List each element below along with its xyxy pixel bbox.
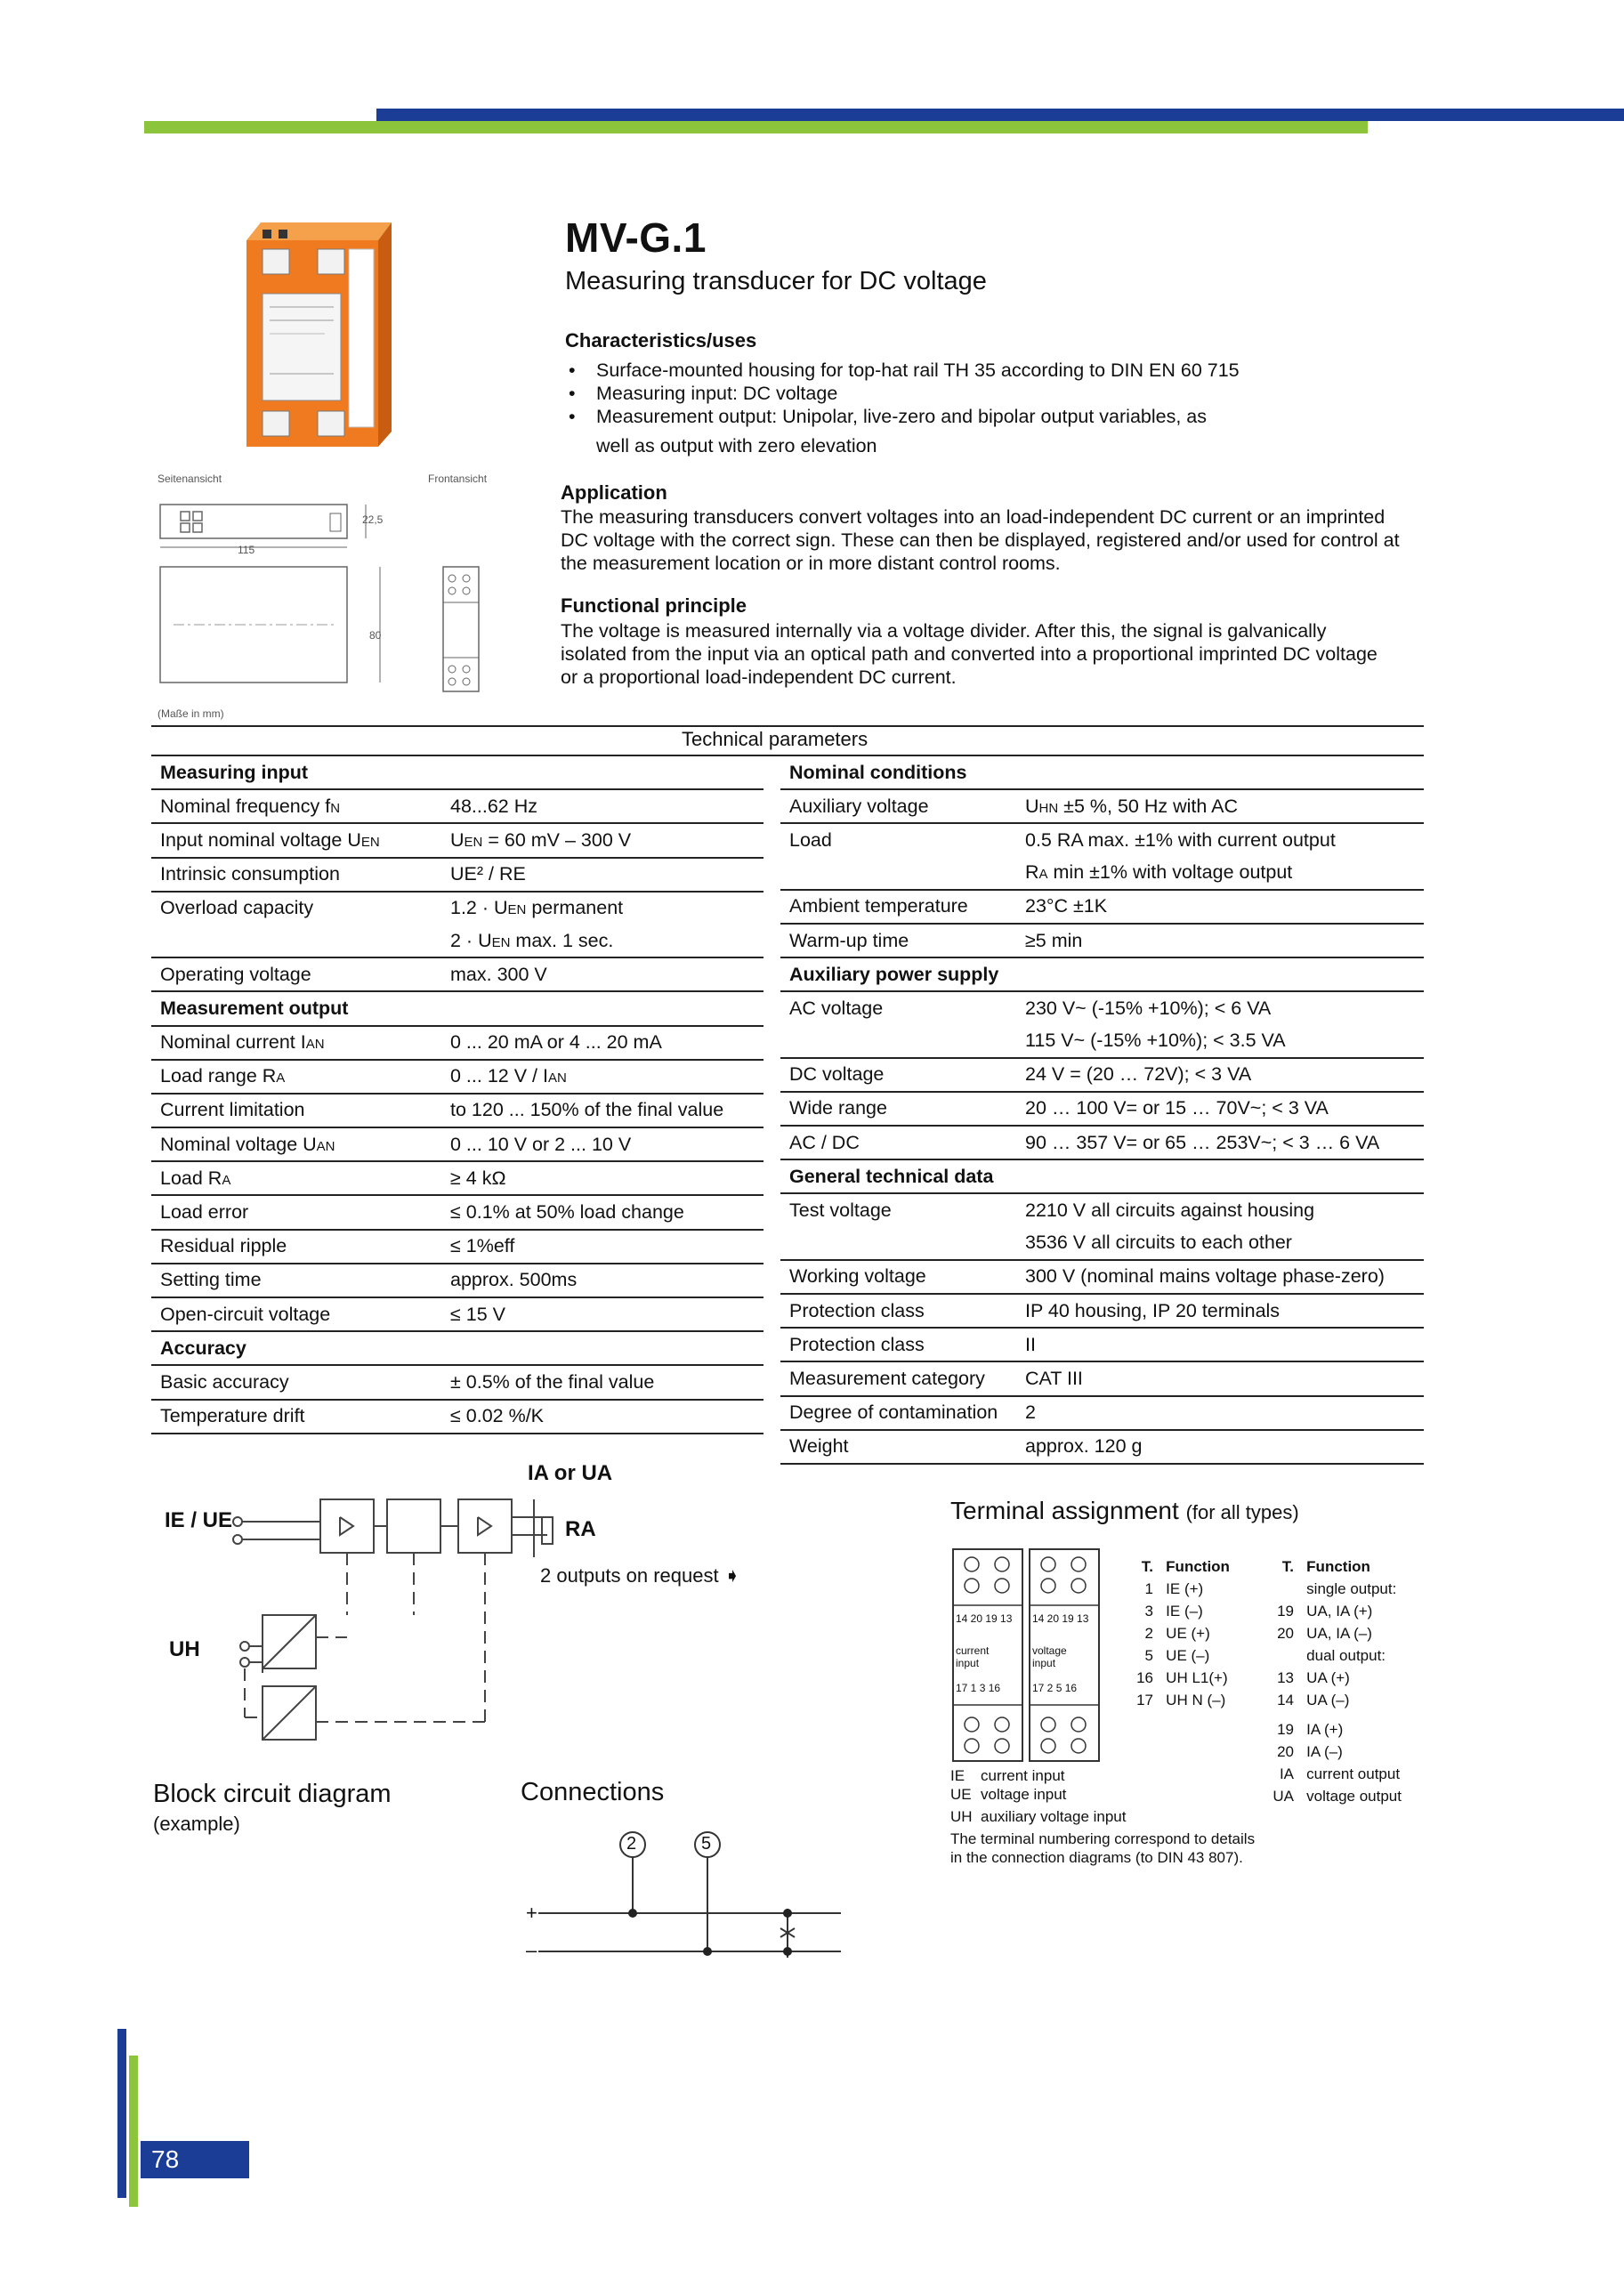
param-value: UEN = 60 mV – 300 V <box>441 823 764 857</box>
tech-table-right <box>780 756 1424 1465</box>
param-key: Intrinsic consumption <box>151 858 441 892</box>
table-row <box>151 789 764 823</box>
page-number: 78 <box>141 2141 249 2178</box>
table-row: 16 UH L1(+) <box>1136 1669 1228 1686</box>
table-row: 2 UE (+) <box>1144 1625 1210 1642</box>
param-value: 1.2 · UEN permanent <box>450 897 624 919</box>
table-row: 5 UE (–) <box>1144 1647 1210 1664</box>
table-row <box>780 1294 1424 1328</box>
table-row <box>780 1159 1424 1193</box>
table-row <box>780 924 1424 957</box>
param-key: Input nominal voltage UEN <box>151 823 441 857</box>
section-heading: Measurement output <box>151 991 764 1025</box>
product-title: MV-G.1 <box>565 214 707 261</box>
table-row <box>780 756 1424 789</box>
table-row <box>151 1365 764 1399</box>
param-value: 2 · UEN max. 1 sec. <box>441 925 764 957</box>
param-value: 90 … 357 V= or 65 … 253V~; < 3 … 6 VA <box>1016 1126 1424 1159</box>
param-value: UHN ±5 %, 50 Hz with AC <box>1016 789 1424 823</box>
dimension-drawing <box>156 469 494 727</box>
table-row: 14 UA (–) <box>1277 1692 1350 1708</box>
table-row <box>780 1058 1424 1092</box>
param-key: AC / DC <box>780 1126 1016 1159</box>
terminal-legend <box>950 1765 1324 1869</box>
dim-width: 115 <box>238 544 255 556</box>
table-row <box>151 925 764 957</box>
terminal-inner-label: current <box>956 1644 990 1657</box>
product-subtitle: Measuring transducer for DC voltage <box>565 267 987 295</box>
footer-bar-green <box>129 2056 138 2207</box>
param-value: ≤ 0.02 %/K <box>441 1400 764 1434</box>
dim-height: 80 <box>369 629 382 642</box>
functional-heading: Functional principle <box>561 594 747 617</box>
dim-depth: 22,5 <box>362 513 384 526</box>
param-key: Basic accuracy <box>151 1365 441 1399</box>
param-value: to 120 ... 150% of the final value <box>441 1094 764 1127</box>
outputs-note: 2 outputs on request ➧ <box>540 1564 741 1587</box>
text-line: the measurement location or in more distant control rooms. <box>561 553 1061 574</box>
application-text <box>561 505 1477 575</box>
table-row <box>780 857 1424 890</box>
param-key: Load RA <box>151 1161 441 1195</box>
table-row <box>780 1025 1424 1058</box>
param-key: Current limitation <box>151 1094 441 1127</box>
terminal-inner-label: input <box>1032 1657 1056 1669</box>
param-key: Protection class <box>780 1328 1016 1361</box>
minus-label: – <box>526 1939 537 1961</box>
param-value: 2210 V all circuits against housing <box>1025 1200 1315 1222</box>
table-row <box>780 1227 1424 1260</box>
block-circuit-diagram <box>156 1461 761 1753</box>
section-heading: Auxiliary power supply <box>780 957 1424 991</box>
param-key: Degree of contamination <box>780 1396 1016 1430</box>
param-value: 24 V = (20 … 72V); < 3 VA <box>1016 1058 1424 1092</box>
param-key: Nominal voltage UAN <box>151 1127 441 1161</box>
param-value: 300 V (nominal mains voltage phase-zero) <box>1016 1260 1424 1294</box>
units-note: (Maße in mm) <box>158 707 224 720</box>
terminal-note: in the connection diagrams (to DIN 43 807). <box>950 1849 1243 1866</box>
table-row <box>151 756 764 789</box>
terminal-numbers-bottom: 17 1 3 16 <box>956 1682 1001 1694</box>
legend-row: UH auxiliary voltage input <box>950 1808 1127 1825</box>
table-row <box>780 1193 1424 1226</box>
terminal-block-1 <box>952 1548 1023 1762</box>
terminal-numbers-top: 14 20 19 13 <box>1032 1612 1089 1625</box>
table-row <box>151 1060 764 1094</box>
param-value: ≤ 1%eff <box>441 1230 764 1264</box>
arrow-right-icon: ➧ <box>723 1564 741 1587</box>
node-2-label: 2 <box>626 1834 637 1854</box>
param-key: Protection class <box>780 1294 1016 1328</box>
param-value: ≤ 0.1% at 50% load change <box>441 1195 764 1229</box>
param-key: Load <box>789 828 832 851</box>
connections-title: Connections <box>521 1778 665 1806</box>
param-key: Overload capacity <box>160 897 314 919</box>
table-row <box>780 1260 1424 1294</box>
table-row: single output: <box>1306 1580 1397 1597</box>
block-diagram-caption: Block circuit diagram <box>153 1780 392 1808</box>
terminal-block-2 <box>1029 1548 1100 1762</box>
param-value: 0 ... 20 mA or 4 ... 20 mA <box>441 1026 764 1060</box>
param-value: 3536 V all circuits to each other <box>1016 1227 1424 1260</box>
table-row: UA voltage output <box>1273 1788 1402 1805</box>
text-line: The measuring transducers convert voltages into an load-independent DC current or an imprinted <box>561 506 1386 528</box>
terminal-numbers-top: 14 20 19 13 <box>956 1612 1013 1625</box>
param-key: Nominal current IAN <box>151 1026 441 1060</box>
param-key: Nominal frequency fN <box>151 789 441 823</box>
param-value: 0 ... 12 V / IAN <box>441 1060 764 1094</box>
terminal-title: Terminal assignment (for all types) <box>950 1497 1299 1524</box>
table-row: dual output: <box>1306 1647 1386 1664</box>
param-key: Operating voltage <box>151 957 441 991</box>
section-heading: Accuracy <box>151 1331 764 1365</box>
list-item-continuation: well as output with zero elevation <box>596 435 877 456</box>
param-value: approx. 120 g <box>1016 1430 1424 1464</box>
table-row: 19 IA (+) <box>1277 1721 1344 1738</box>
block-output-label: IA or UA <box>528 1461 613 1485</box>
product-photo <box>236 214 400 454</box>
param-value: ± 0.5% of the final value <box>441 1365 764 1399</box>
section-heading: Nominal conditions <box>780 756 1424 789</box>
table-row <box>151 1026 764 1060</box>
table-row <box>780 957 1424 991</box>
param-value: II <box>1016 1328 1424 1361</box>
header-bar-blue <box>376 109 1624 121</box>
block-uh-label: UH <box>169 1637 200 1661</box>
table-header: T. Function <box>1281 1558 1370 1575</box>
table-row: 3 IE (–) <box>1144 1603 1203 1620</box>
table-row <box>151 1400 764 1434</box>
table-row <box>151 1297 764 1331</box>
param-value: RA min ±1% with voltage output <box>1016 857 1424 890</box>
list-item: • Surface-mounted housing for top-hat rail TH 35 according to DIN EN 60 715 <box>565 359 1366 382</box>
param-key: AC voltage <box>789 997 884 1019</box>
section-heading: Measuring input <box>151 756 764 789</box>
terminal-inner-label: voltage <box>1032 1644 1067 1657</box>
table-row <box>151 1195 764 1229</box>
param-key: DC voltage <box>780 1058 1016 1092</box>
table-row <box>151 858 764 892</box>
text-line: DC voltage with the correct sign. These can then be displayed, registered and/or used for control at <box>561 529 1400 551</box>
table-row: 1 IE (+) <box>1144 1580 1204 1597</box>
table-row <box>780 789 1424 823</box>
text-line: The voltage is measured internally via a voltage divider. After this, the signal is galvanically <box>561 620 1327 642</box>
list-item: • Measuring input: DC voltage <box>565 382 1366 405</box>
node-5-label: 5 <box>701 1834 712 1854</box>
tech-top-rule <box>151 725 1424 727</box>
table-row <box>151 1161 764 1195</box>
block-ra-label: RA <box>565 1517 596 1541</box>
param-value: 23°C ±1K <box>1016 890 1424 924</box>
section-heading: General technical data <box>780 1159 1424 1193</box>
table-row <box>151 1264 764 1297</box>
table-row <box>780 1361 1424 1395</box>
list-item: • Measurement output: Unipolar, live-zero and bipolar output variables, as <box>565 405 1366 428</box>
table-row: 20 UA, IA (–) <box>1277 1625 1372 1642</box>
table-row: 20 IA (–) <box>1277 1743 1343 1760</box>
characteristics-heading: Characteristics/uses <box>565 329 757 351</box>
param-key: Residual ripple <box>151 1230 441 1264</box>
side-view-label: Seitenansicht <box>158 473 222 485</box>
table-row <box>780 991 1424 1024</box>
text-line: isolated from the input via an optical path and converted into a proportional imprinted DC voltage <box>561 643 1378 665</box>
legend-row: IE current input <box>950 1767 1065 1784</box>
table-row: 13 UA (+) <box>1277 1669 1350 1686</box>
table-row <box>151 957 764 991</box>
terminal-table-left <box>1123 1555 1265 1711</box>
param-value: CAT III <box>1016 1361 1424 1395</box>
param-value: approx. 500ms <box>441 1264 764 1297</box>
table-row <box>780 1126 1424 1159</box>
param-key: Measurement category <box>780 1361 1016 1395</box>
param-value: 2 <box>1016 1396 1424 1430</box>
param-key: Warm-up time <box>780 924 1016 957</box>
table-row <box>780 1092 1424 1126</box>
table-row <box>780 890 1424 924</box>
param-value: 230 V~ (-15% +10%); < 6 VA <box>1025 997 1272 1019</box>
table-row <box>151 892 764 925</box>
param-value: 0.5 RA max. ±1% with current output <box>1025 828 1336 851</box>
table-row <box>151 1230 764 1264</box>
param-value: 48...62 Hz <box>441 789 764 823</box>
param-key: Test voltage <box>789 1200 892 1222</box>
front-view-label: Frontansicht <box>428 473 488 485</box>
param-key: Setting time <box>151 1264 441 1297</box>
application-heading: Application <box>561 481 667 504</box>
param-key: Ambient temperature <box>780 890 1016 924</box>
param-value: ≤ 15 V <box>441 1297 764 1331</box>
block-input-label: IE / UE <box>165 1508 233 1532</box>
terminal-note: The terminal numbering correspond to details <box>950 1830 1256 1847</box>
table-row <box>780 823 1424 856</box>
connections-diagram <box>521 1820 850 1962</box>
table-row <box>780 1430 1424 1464</box>
param-value: 20 … 100 V= or 15 … 70V~; < 3 VA <box>1016 1092 1424 1126</box>
tech-title: Technical parameters <box>682 728 869 750</box>
param-value: IP 40 housing, IP 20 terminals <box>1016 1294 1424 1328</box>
terminal-inner-label: input <box>956 1657 980 1669</box>
param-value: max. 300 V <box>441 957 764 991</box>
param-key: Wide range <box>780 1092 1016 1126</box>
param-value: 115 V~ (-15% +10%); < 3.5 VA <box>1016 1025 1424 1058</box>
table-row <box>780 1328 1424 1361</box>
param-key: Working voltage <box>780 1260 1016 1294</box>
table-row <box>151 991 764 1025</box>
table-row: 17 UH N (–) <box>1136 1692 1226 1708</box>
functional-text <box>561 619 1477 689</box>
table-row: IA current output <box>1279 1765 1401 1782</box>
param-key: Weight <box>780 1430 1016 1464</box>
block-diagram-caption-sub: (example) <box>153 1813 240 1835</box>
header-bar-green <box>144 121 1368 133</box>
tech-table-left <box>151 756 764 1434</box>
table-header: T. Function <box>1141 1558 1230 1575</box>
footer-bar-blue <box>117 2029 126 2198</box>
characteristics-list <box>565 359 1366 428</box>
plus-label: + <box>526 1902 537 1924</box>
table-row: 19 UA, IA (+) <box>1277 1603 1373 1620</box>
table-row <box>151 1127 764 1161</box>
table-row <box>151 823 764 857</box>
param-key: Load error <box>151 1195 441 1229</box>
param-key: Open-circuit voltage <box>151 1297 441 1331</box>
table-row <box>1264 1711 1442 1718</box>
param-key: Temperature drift <box>151 1400 441 1434</box>
table-row <box>151 1094 764 1127</box>
param-value: 0 ... 10 V or 2 ... 10 V <box>441 1127 764 1161</box>
param-key: Load range RA <box>151 1060 441 1094</box>
legend-row: UE voltage input <box>950 1786 1067 1803</box>
table-row <box>780 1396 1424 1430</box>
param-value: ≥ 4 kΩ <box>441 1161 764 1195</box>
param-value: UE² / RE <box>441 858 764 892</box>
terminal-numbers-bottom: 17 2 5 16 <box>1032 1682 1078 1694</box>
table-row <box>151 1331 764 1365</box>
param-value: ≥5 min <box>1016 924 1424 957</box>
text-line: or a proportional load-independent DC current. <box>561 666 957 688</box>
param-key: Auxiliary voltage <box>780 789 1016 823</box>
